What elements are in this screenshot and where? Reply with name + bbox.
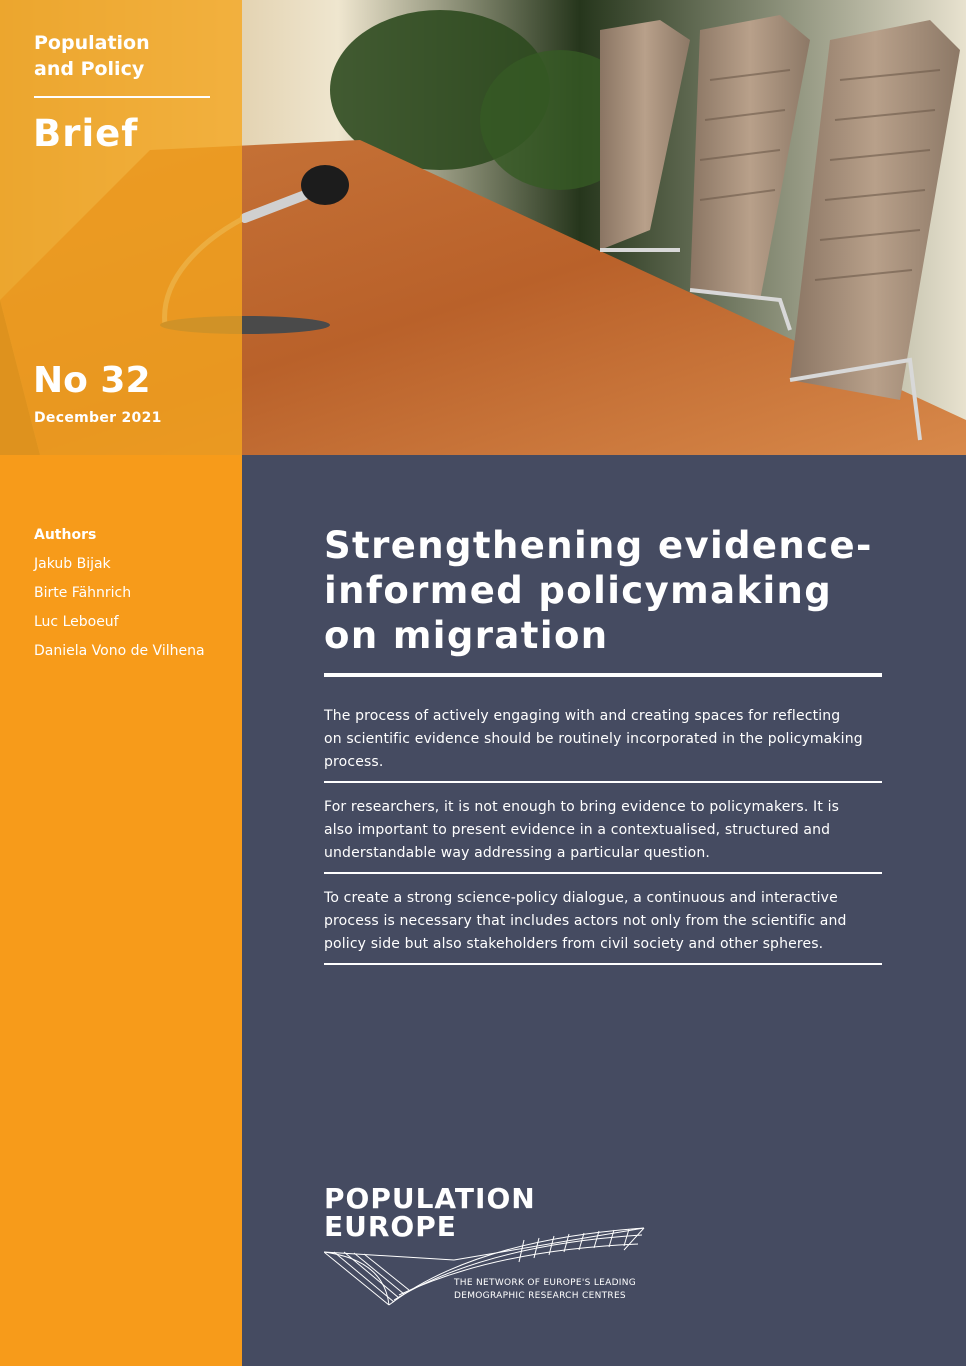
- cover-photo: [0, 0, 966, 455]
- logo-tagline-line: THE NETWORK OF EUROPE'S LEADING: [454, 1278, 637, 1288]
- key-point-line: For researchers, it is not enough to bring evidence to policymakers. It is: [324, 799, 840, 815]
- title-line: Strengthening evidence-: [324, 524, 873, 567]
- issue-number: No 32: [33, 360, 151, 401]
- title-divider: [324, 673, 882, 677]
- key-point-divider: [324, 963, 882, 965]
- key-point-line: process is necessary that includes actors not only from the scientific and: [324, 913, 847, 929]
- logo-line-2: EUROPE: [324, 1210, 457, 1243]
- series-name: [34, 30, 150, 82]
- issue-date: December 2021: [34, 410, 162, 426]
- author-name: Luc Leboeuf: [34, 614, 119, 630]
- key-point: [324, 887, 884, 956]
- key-point-line: policy side but also stakeholders from civil society and other spheres.: [324, 936, 824, 952]
- series-divider: [34, 96, 210, 98]
- key-point-divider: [324, 781, 882, 783]
- key-point: [324, 705, 884, 774]
- series-line-2: and Policy: [34, 58, 145, 80]
- authors-sidebar: [0, 455, 242, 1366]
- series-type: Brief: [33, 112, 139, 155]
- author-name: Daniela Vono de Vilhena: [34, 643, 205, 659]
- key-point-line: The process of actively engaging with and creating spaces for reflecting: [324, 708, 841, 724]
- logo-tagline: [454, 1277, 636, 1303]
- logo-line-1: POPULATION: [324, 1182, 536, 1215]
- key-point-line: also important to present evidence in a contextualised, structured and: [324, 822, 831, 838]
- series-line-1: Population: [34, 32, 150, 54]
- title-line: on migration: [324, 614, 609, 657]
- author-name: Birte Fähnrich: [34, 585, 132, 601]
- authors-heading: Authors: [34, 527, 97, 543]
- article-title: [324, 523, 924, 658]
- key-point: [324, 796, 884, 865]
- key-point-line: process.: [324, 754, 384, 770]
- logo-tagline-line: DEMOGRAPHIC RESEARCH CENTRES: [454, 1291, 626, 1301]
- key-point-line: To create a strong science-policy dialogue, a continuous and interactive: [324, 890, 838, 906]
- key-point-line: understandable way addressing a particular question.: [324, 845, 711, 861]
- author-name: Jakub Bijak: [34, 556, 111, 572]
- main-panel: [242, 455, 966, 1366]
- key-point-line: on scientific evidence should be routinely incorporated in the policymaking: [324, 731, 863, 747]
- title-line: informed policymaking: [324, 569, 833, 612]
- key-point-divider: [324, 872, 882, 874]
